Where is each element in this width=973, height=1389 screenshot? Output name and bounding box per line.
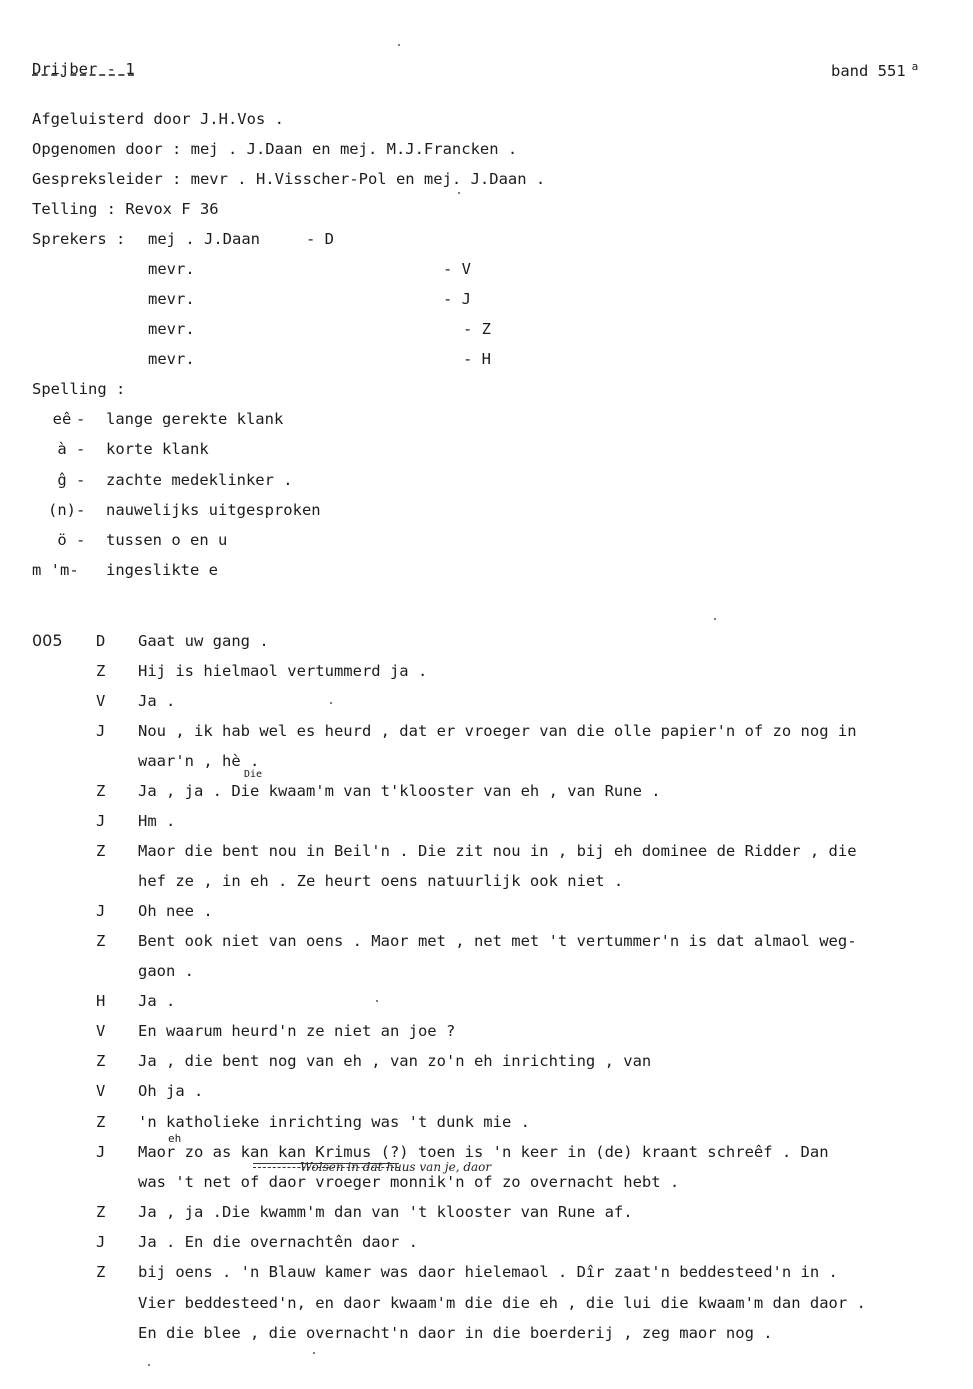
speaker-tag: Z xyxy=(96,782,106,800)
utterance: Ja . xyxy=(138,992,176,1010)
scan-speck xyxy=(714,618,716,620)
utterance: was 't net of daor vroeger monnik'n of zo overnacht hebt . xyxy=(138,1173,680,1191)
speaker-tag: V xyxy=(96,1022,106,1040)
spelling-symbol: ö xyxy=(57,531,67,549)
scan-speck xyxy=(313,1352,315,1354)
speaker-tag: J xyxy=(96,1233,106,1251)
utterance: Bent ook niet van oens . Maor met , net met 't vertummer'n is dat almaol weg- xyxy=(138,932,857,950)
document-title: Drijber - 1 xyxy=(32,60,135,78)
speaker-name: mevr. xyxy=(148,320,195,338)
krimus-underline xyxy=(253,1163,399,1164)
speaker-tag: Z xyxy=(96,1263,106,1281)
handwritten-annotation: Wolsen in dat huus van je, daor xyxy=(300,1160,492,1174)
speaker-tag: V xyxy=(96,1082,106,1100)
band-label: band 551 xyxy=(831,62,906,81)
speaker-tag: D xyxy=(96,632,106,650)
utterance: Maor zo as kan kan Krimus (?) toen is 'n keer in (de) kraant schreêf . Dan xyxy=(138,1143,829,1161)
speaker-tag: Z xyxy=(96,842,106,860)
speaker-code: - H xyxy=(463,350,491,368)
utterance: Oh nee . xyxy=(138,902,213,920)
speaker-name: mevr. xyxy=(148,290,195,308)
telling-line: Telling : Revox F 36 xyxy=(32,200,219,218)
utterance: En waarum heurd'n ze niet an joe ? xyxy=(138,1022,456,1040)
speaker-tag: Z xyxy=(96,1203,106,1221)
spelling-dash: - xyxy=(76,471,86,489)
spelling-symbol: (n) xyxy=(48,501,76,519)
spelling-desc: lange gerekte klank xyxy=(106,410,284,428)
speaker-code: - D xyxy=(306,230,334,248)
spelling-symbol: à xyxy=(57,440,67,458)
utterance: Ja . xyxy=(138,692,176,710)
speaker-code: - V xyxy=(443,260,471,278)
band-superscript: a xyxy=(911,60,919,73)
spelling-dash: - xyxy=(76,440,86,458)
utterance: gaon . xyxy=(138,962,194,980)
utterance: Hij is hielmaol vertummerd ja . xyxy=(138,662,428,680)
sprekers-label: Sprekers : xyxy=(32,230,126,248)
spelling-desc: tussen o en u xyxy=(106,531,228,549)
speaker-tag: J xyxy=(96,902,106,920)
speaker-name: mej . J.Daan xyxy=(148,230,260,248)
annotation-eh: eh xyxy=(168,1132,182,1145)
utterance: hef ze , in eh . Ze heurt oens natuurlijk ook niet . xyxy=(138,872,624,890)
utterance: Vier beddesteed'n, en daor kwaam'm die die eh , die lui die kwaam'm dan daor . xyxy=(138,1294,866,1312)
spelling-dash: - xyxy=(76,410,86,428)
speaker-tag: Z xyxy=(96,1113,106,1131)
spelling-desc: ingeslikte e xyxy=(106,561,218,579)
spelling-desc: korte klank xyxy=(106,440,209,458)
utterance: En die blee , die overnacht'n daor in die boerderij , zeg maor nog . xyxy=(138,1324,773,1342)
spelling-dash: - xyxy=(76,501,86,519)
speaker-tag: J xyxy=(96,1143,106,1161)
speaker-tag: J xyxy=(96,812,106,830)
utterance: Nou , ik hab wel es heurd , dat er vroeger van die olle papier'n of zo nog in xyxy=(138,722,857,740)
speaker-tag: Z xyxy=(96,662,106,680)
spelling-dash: - xyxy=(76,531,86,549)
spelling-symbol: m 'm- xyxy=(32,561,79,579)
speaker-name: mevr. xyxy=(148,260,195,278)
scan-speck xyxy=(376,1000,378,1002)
spelling-desc: zachte medeklinker . xyxy=(106,471,293,489)
speaker-tag: Z xyxy=(96,932,106,950)
band-number xyxy=(831,58,918,80)
utterance: Ja , ja .Die kwamm'm dan van 't klooster van Rune af. xyxy=(138,1203,633,1221)
gespreksleider-line: Gespreksleider : mevr . H.Visscher-Pol en mej. J.Daan . xyxy=(32,170,546,188)
scan-speck xyxy=(148,1364,150,1366)
utterance: Ja . En die overnachtên daor . xyxy=(138,1233,418,1251)
spelling-symbol: ĝ xyxy=(57,471,67,489)
utterance: bij oens . 'n Blauw kamer was daor hielemaol . Dîr zaat'n beddesteed'n in . xyxy=(138,1263,838,1281)
spelling-symbol: eê xyxy=(52,410,72,428)
speaker-code: - Z xyxy=(463,320,491,338)
scan-speck xyxy=(458,192,460,194)
utterance: Ja , ja . Die kwaam'm van t'klooster van eh , van Rune . xyxy=(138,782,661,800)
utterance: Oh ja . xyxy=(138,1082,204,1100)
speaker-tag: H xyxy=(96,992,106,1010)
afgeluisterd-line: Afgeluisterd door J.H.Vos . xyxy=(32,110,284,128)
opgenomen-line: Opgenomen door : mej . J.Daan en mej. M.J.Francken . xyxy=(32,140,518,158)
krimus-dashed-underline xyxy=(253,1167,399,1168)
spelling-desc: nauwelijks uitgesproken xyxy=(106,501,321,519)
speaker-tag: J xyxy=(96,722,106,740)
utterance: Hm . xyxy=(138,812,176,830)
utterance: 'n katholieke inrichting was 't dunk mie . xyxy=(138,1113,530,1131)
utterance: Gaat uw gang . xyxy=(138,632,269,650)
utterance: waar'n , hè . xyxy=(138,752,260,770)
spelling-label: Spelling : xyxy=(32,380,126,398)
speaker-tag: Z xyxy=(96,1052,106,1070)
annotation-die: Die xyxy=(244,769,263,780)
utterance: Ja , die bent nog van eh , van zo'n eh inrichting , van xyxy=(138,1052,652,1070)
speaker-tag: V xyxy=(96,692,106,710)
speaker-code: - J xyxy=(443,290,471,308)
speaker-name: mevr. xyxy=(148,350,195,368)
scan-speck xyxy=(330,702,332,704)
scan-speck xyxy=(398,44,400,46)
utterance: Maor die bent nou in Beil'n . Die zit nou in , bij eh dominee de Ridder , die xyxy=(138,842,857,860)
tape-counter: 005 xyxy=(32,631,63,650)
